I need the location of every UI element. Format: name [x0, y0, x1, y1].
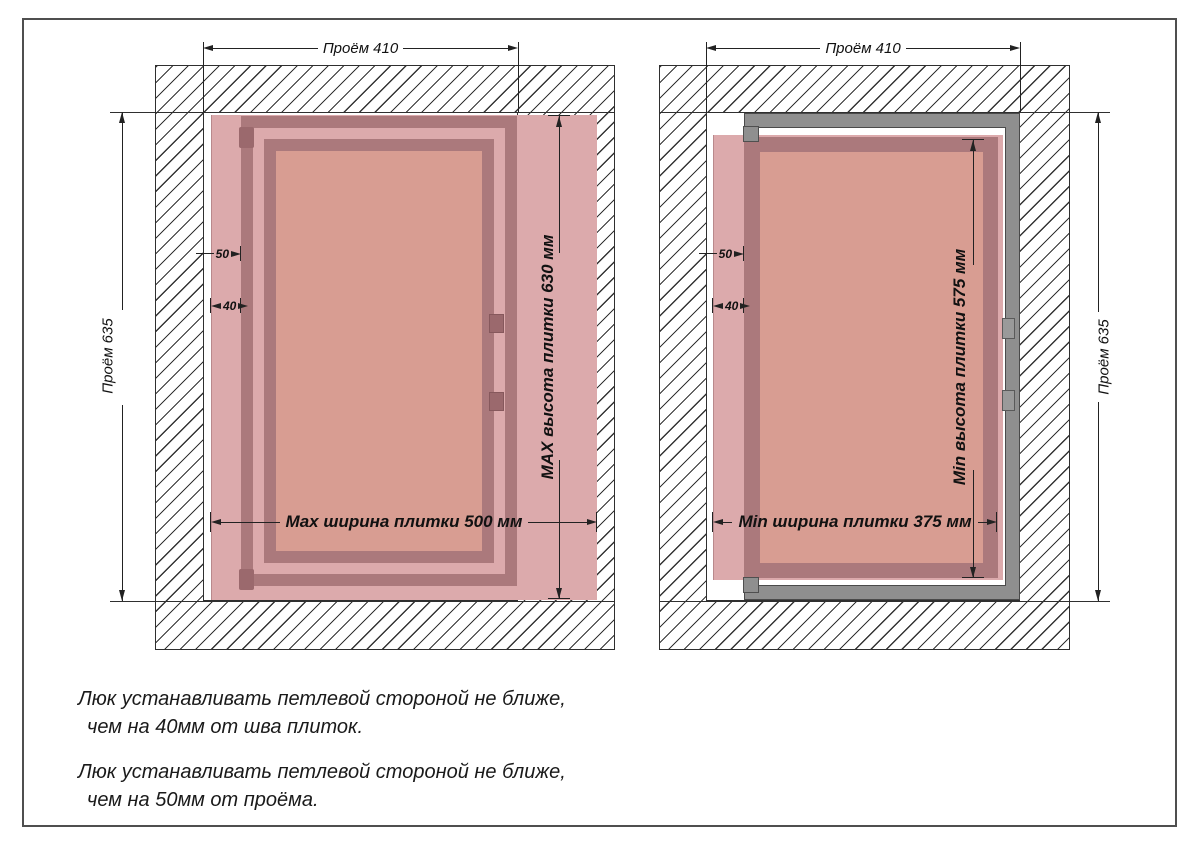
dim-label-tile-width-max: Max ширина плитки 500 мм — [285, 512, 523, 531]
hinge-bottom-left-diagram — [239, 569, 254, 590]
arrowhead-down-icon — [556, 588, 562, 599]
arrowhead-left-icon — [706, 45, 716, 51]
dim-line-vertical — [1098, 402, 1099, 601]
arrowhead-up-icon — [119, 112, 125, 123]
latch-lower-left-diagram — [489, 392, 504, 411]
dim-tile-width-min — [713, 513, 997, 531]
arrowhead-left-icon — [203, 45, 213, 51]
dim-label-opening-width-right: Проём 410 — [825, 39, 901, 57]
latch-upper-right-diagram — [1002, 318, 1015, 339]
dim-label-opening-width-left: Проём 410 — [322, 39, 399, 57]
door-tile-panel-left — [276, 151, 482, 551]
dim-line-vertical — [1098, 112, 1099, 312]
dim-opening-width-right — [706, 39, 1020, 57]
arrowhead-down-icon — [119, 590, 125, 601]
dim-opening-width-left — [203, 39, 518, 57]
dim-line — [528, 522, 587, 523]
dim-line — [221, 522, 280, 523]
dim-tick — [210, 298, 211, 313]
dim-offset-opening-left — [196, 246, 241, 261]
arrowhead-down-icon — [970, 567, 976, 578]
dim-line — [723, 522, 732, 523]
dim-tick — [240, 298, 241, 313]
arrowhead-up-icon — [556, 116, 562, 127]
arrowhead-right-icon — [587, 519, 597, 525]
note-seam-line1: Люк устанавливать петлевой стороной не ближе, — [78, 688, 566, 710]
dim-tick — [240, 246, 241, 261]
latch-upper-left-diagram — [489, 314, 504, 333]
dim-tick — [712, 298, 713, 313]
dim-line — [196, 253, 214, 254]
arrowhead-right-icon — [508, 45, 518, 51]
dim-label-opening-height-right: Проём 635 — [1095, 319, 1113, 395]
hinge-bottom-right-diagram — [743, 577, 759, 593]
dim-line-vertical — [973, 140, 974, 265]
dim-line — [978, 522, 987, 523]
dim-label-offset-seam-left: 40 — [223, 298, 237, 313]
dim-label-offset-opening-left: 50 — [215, 246, 229, 261]
dim-line-vertical — [973, 470, 974, 578]
opening-bottom-edge-line-right — [659, 601, 1110, 602]
dim-offset-opening-right — [699, 246, 744, 261]
hinge-top-right-diagram — [743, 126, 759, 142]
dim-line — [906, 48, 1010, 49]
arrowhead-right-icon — [987, 519, 997, 525]
dim-line — [403, 48, 508, 49]
dim-label-offset-opening-right: 50 — [718, 246, 732, 261]
dim-label-opening-height-left: Проём 635 — [99, 318, 117, 394]
arrowhead-left-icon — [713, 519, 723, 525]
dim-line-vertical — [559, 460, 560, 599]
arrowhead-left-icon — [211, 519, 221, 525]
arrowhead-down-icon — [1095, 590, 1101, 601]
note-seam-line2: чем на 40мм от шва плиток. — [87, 716, 364, 738]
ext-line-right — [1020, 42, 1021, 112]
dim-label-tile-height-max: MAX высота плитки 630 мм — [538, 234, 557, 480]
hinge-top-left-diagram — [239, 127, 254, 148]
arrowhead-left-icon — [713, 303, 723, 309]
dim-line — [699, 253, 717, 254]
dim-line — [213, 48, 318, 49]
arrowhead-left-icon — [211, 303, 221, 309]
dim-tile-width-max — [211, 513, 597, 531]
dim-line-vertical — [122, 405, 123, 601]
opening-bottom-edge-line-left — [110, 601, 615, 602]
dim-offset-seam-left — [211, 298, 241, 313]
dim-line-vertical — [122, 112, 123, 310]
ext-line-left — [518, 42, 519, 112]
arrowhead-up-icon — [970, 140, 976, 151]
note-opening-line2: чем на 50мм от проёма. — [87, 789, 319, 811]
arrowhead-up-icon — [1095, 112, 1101, 123]
dim-tick — [743, 298, 744, 313]
arrowhead-right-icon — [1010, 45, 1020, 51]
dim-tick — [743, 246, 744, 261]
dim-label-tile-height-min: Min высота плитки 575 мм — [950, 248, 969, 486]
dim-line — [716, 48, 820, 49]
dim-label-tile-width-min: Min ширина плитки 375 мм — [738, 512, 972, 531]
latch-lower-right-diagram — [1002, 390, 1015, 411]
dim-offset-seam-right — [713, 298, 744, 313]
dim-label-offset-seam-right: 40 — [725, 298, 739, 313]
arrowhead-right-icon — [740, 303, 750, 309]
note-opening-line1: Люк устанавливать петлевой стороной не ближе, — [78, 761, 566, 783]
dim-line-vertical — [559, 116, 560, 253]
